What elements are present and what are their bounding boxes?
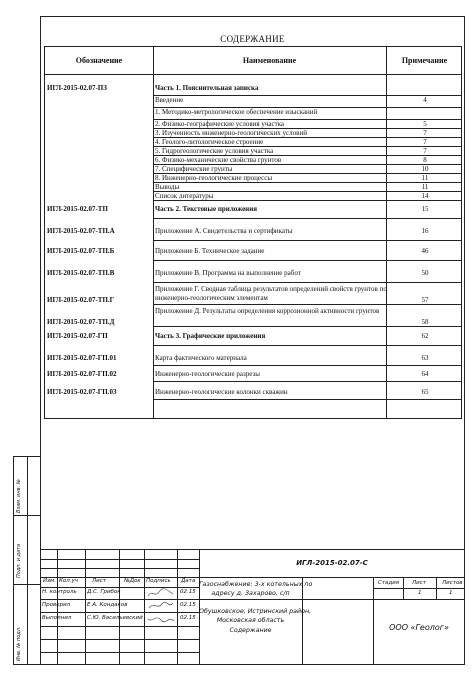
row-page: 64 xyxy=(421,370,429,378)
row-separator xyxy=(153,304,461,305)
date-performed: 02.15 xyxy=(180,615,196,621)
row-page: 15 xyxy=(421,205,429,213)
signature-normcontrol xyxy=(146,587,176,599)
stamp-header-podpis: Подпись xyxy=(146,578,171,584)
row-name: Карта фактического материала xyxy=(155,354,247,362)
row-name: Выводы xyxy=(155,183,180,191)
project-line-3: Обушковское, Истринский район, xyxy=(199,608,312,615)
row-page: 50 xyxy=(421,269,429,277)
row-name: 2. Физико-географические условия участка xyxy=(155,120,285,128)
stamp-header-data: Дата xyxy=(181,578,196,584)
stamp-header-ndok: №Док xyxy=(124,578,141,584)
row-separator xyxy=(153,399,461,400)
row-name: Инженерно-геологические разрезы xyxy=(155,370,260,378)
row-separator xyxy=(153,218,461,219)
row-name: Часть 3. Графические приложения xyxy=(155,332,266,340)
date-checked: 02.15 xyxy=(180,602,196,608)
row-name: Введение xyxy=(155,96,184,104)
project-line-2: адресу д. Захарово, с/п xyxy=(211,590,290,597)
row-page: 11 xyxy=(421,183,429,191)
row-separator xyxy=(153,260,461,261)
row-page: 46 xyxy=(421,247,429,255)
role-performed: Выполнил xyxy=(42,615,72,621)
row-designation: ИГЛ-2015-02.07-ТП.Д xyxy=(47,318,115,326)
row-separator xyxy=(153,200,461,201)
row-page: 58 xyxy=(421,318,429,326)
row-name: Список литературы xyxy=(155,192,214,200)
row-name: 4. Геолого-литологическое строение xyxy=(155,138,264,146)
row-designation: ИГЛ-2015-02.07-ТП.Г xyxy=(47,296,115,304)
stamp-header-list: Лист xyxy=(92,578,106,584)
row-separator xyxy=(153,240,461,241)
row-name: Приложение Г. Сводная таблица результатов определений свойств грунтов по инженерно-геологическим элементам xyxy=(155,285,387,302)
row-name: Часть 1. Пояснительная записка xyxy=(155,84,259,92)
row-designation: ИГЛ-2015-02.07-ГП.02 xyxy=(47,370,117,378)
row-separator xyxy=(153,381,461,382)
row-designation: ИГЛ-2015-02.07-ТП xyxy=(47,205,108,213)
row-page: 5 xyxy=(423,120,427,128)
row-name: 5. Гидрогеологические условия участка xyxy=(155,147,274,155)
signature-performed xyxy=(146,613,176,625)
side-label-inv-replace: Взам. инв. № xyxy=(16,479,22,513)
page-title: СОДЕРЖАНИЕ xyxy=(220,34,285,44)
sheets-value: 1 xyxy=(449,590,453,596)
stamp-header-kol: Кол.уч xyxy=(59,578,79,584)
row-page: 16 xyxy=(421,227,429,235)
row-name: Приложение Д. Результаты определения коррозионной активности грунтов xyxy=(155,307,380,315)
row-designation: ИГЛ-2015-02.07-ТП.Б xyxy=(47,247,115,255)
row-page: 7 xyxy=(423,147,427,155)
row-page: 65 xyxy=(421,388,429,396)
row-designation: ИГЛ-2015-02.07-ГП.01 xyxy=(47,354,117,362)
row-page: 10 xyxy=(421,165,429,173)
company-name: ООО «Геолог» xyxy=(389,623,449,632)
side-cell-sign-date xyxy=(13,515,41,585)
row-page: 7 xyxy=(423,129,427,137)
row-separator xyxy=(153,365,461,366)
row-name: Часть 2. Текстовые приложения xyxy=(155,205,258,213)
name-normcontrol: Д.С. Грибок xyxy=(87,589,121,595)
date-normcontrol: 02.15 xyxy=(180,589,196,595)
side-cell-inv-replace xyxy=(13,456,41,516)
row-name: Приложение А. Свидетельства и сертификаты xyxy=(155,227,293,235)
row-designation: ИГЛ-2015-02.07-ТП.В xyxy=(47,269,115,277)
row-designation: ИГЛ-2015-02.07-ПЗ xyxy=(47,84,107,92)
row-page: 7 xyxy=(423,138,427,146)
row-page: 62 xyxy=(421,332,429,340)
row-name: 1. Методико-метрологическое обеспечение изысканий xyxy=(155,108,318,116)
project-line-1: Газоснабжение: 3-х котельных по xyxy=(199,581,313,588)
row-page: 63 xyxy=(421,354,429,362)
row-designation: ИГЛ-2015-02.07-ГП xyxy=(47,332,108,340)
row-separator xyxy=(153,282,461,283)
column-header-name: Наименование xyxy=(242,56,297,65)
project-line-4: Московская область xyxy=(216,617,285,624)
name-performed: С.Ю. Васильевский xyxy=(87,615,143,621)
side-label-inv-orig: Инв. № подл. xyxy=(16,626,22,661)
row-name: Приложение В. Программа на выполнение работ xyxy=(155,269,301,277)
row-name: Приложение Б. Техническое задание xyxy=(155,247,265,255)
column-header-designation: Обозначение xyxy=(75,56,123,65)
document-title: Содержание xyxy=(229,627,272,634)
signature-checked xyxy=(146,600,176,612)
column-header-note: Примечание xyxy=(401,56,448,65)
role-checked: Проверил xyxy=(42,602,71,608)
sheet-value: 1 xyxy=(418,590,422,596)
row-separator xyxy=(153,345,461,346)
side-cell-inv-orig xyxy=(13,584,41,665)
contents-table xyxy=(44,46,462,419)
row-page: 57 xyxy=(421,296,429,304)
title-block xyxy=(40,549,465,665)
stage-label: Стадия xyxy=(378,580,400,586)
row-page: 8 xyxy=(423,156,427,164)
row-name: Инженерно-геологические колонки скважин xyxy=(155,388,288,396)
side-label-sign-date: Подп. и дата xyxy=(16,543,22,578)
stamp-header-izm: Изм. xyxy=(43,578,56,584)
row-name: 3. Изученность инженерно-геологических условий xyxy=(155,129,307,137)
sheet-label: Лист xyxy=(412,580,426,586)
document-code: ИГЛ-2015-02.07-С xyxy=(296,559,368,567)
row-page: 14 xyxy=(421,192,429,200)
sheets-label: Листов xyxy=(442,580,463,586)
row-name: 8. Инженерно-геологические процессы xyxy=(155,174,273,182)
row-designation: ИГЛ-2015-02.07-ТП.А xyxy=(47,227,115,235)
row-page: 4 xyxy=(423,96,427,104)
name-checked: Е.А. Кондаков xyxy=(87,602,128,608)
row-designation: ИГЛ-2015-02.07-ГП.03 xyxy=(47,388,117,396)
row-page: 11 xyxy=(421,174,429,182)
row-name: 6. Физико-механические свойства грунтов xyxy=(155,156,282,164)
row-separator xyxy=(153,326,461,327)
role-normcontrol: Н. контроль xyxy=(42,589,77,595)
row-name: 7. Специфические грунты xyxy=(155,165,233,173)
